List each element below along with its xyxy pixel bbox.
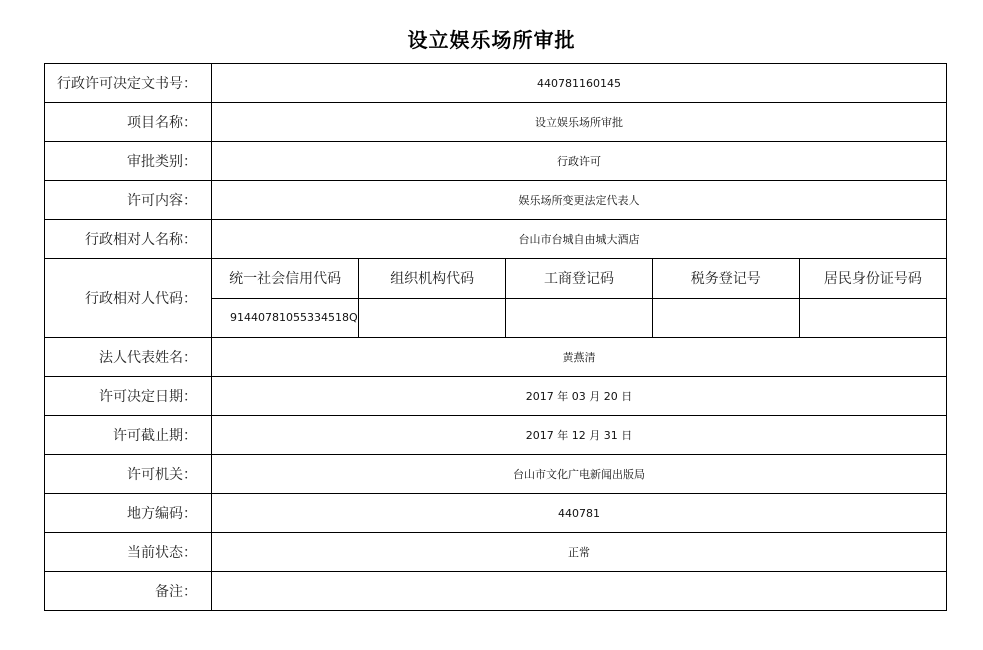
status-label: 当前状态：	[45, 533, 212, 572]
table-row	[45, 259, 947, 338]
page-title: 设立娱乐场所审批	[407, 28, 576, 52]
counterpart-name-value: 台山市台城自由城大酒店	[212, 220, 947, 259]
remarks-label: 备注：	[45, 572, 212, 611]
id-number-header: 居民身份证号码	[799, 259, 946, 298]
table-row	[45, 377, 947, 416]
id-number-value	[799, 298, 946, 337]
table-row	[45, 494, 947, 533]
approval-type-label: 审批类别：	[45, 142, 212, 181]
table-row	[45, 533, 947, 572]
region-code-value: 440781	[212, 494, 947, 533]
table-row	[45, 455, 947, 494]
decision-date-value: 2017 年 03 月 20 日	[212, 377, 947, 416]
permit-record-table	[44, 63, 947, 611]
table-row	[45, 338, 947, 377]
table-row	[45, 181, 947, 220]
project-name-label: 项目名称：	[45, 103, 212, 142]
table-row	[45, 103, 947, 142]
decision-no-value: 440781160145	[212, 64, 947, 103]
tax-reg-header: 税务登记号	[652, 259, 799, 298]
table-row	[45, 220, 947, 259]
authority-label: 许可机关：	[45, 455, 212, 494]
approval-type-value: 行政许可	[212, 142, 947, 181]
tax-reg-value	[652, 298, 799, 337]
business-reg-header: 工商登记码	[506, 259, 653, 298]
expiry-date-label: 许可截止期：	[45, 416, 212, 455]
project-name-value: 设立娱乐场所审批	[212, 103, 947, 142]
region-code-label: 地方编码：	[45, 494, 212, 533]
authority-value: 台山市文化广电新闻出版局	[212, 455, 947, 494]
credit-code-value: 91440781055334518Q	[212, 298, 359, 337]
counterpart-name-label: 行政相对人名称：	[45, 220, 212, 259]
decision-no-label: 行政许可决定文书号：	[45, 64, 212, 103]
table-row	[45, 572, 947, 611]
table-row	[45, 142, 947, 181]
credit-code-header: 统一社会信用代码	[212, 259, 359, 298]
expiry-date-value: 2017 年 12 月 31 日	[212, 416, 947, 455]
org-code-value	[359, 298, 506, 337]
org-code-header: 组织机构代码	[359, 259, 506, 298]
legal-rep-label: 法人代表姓名：	[45, 338, 212, 377]
remarks-value	[212, 572, 947, 611]
permit-content-label: 许可内容：	[45, 181, 212, 220]
table-row	[45, 416, 947, 455]
legal-rep-value: 黄燕清	[212, 338, 947, 377]
counterpart-code-cell	[212, 259, 947, 338]
counterpart-code-label: 行政相对人代码：	[45, 259, 212, 338]
business-reg-value	[506, 298, 653, 337]
code-header-row	[212, 259, 946, 298]
counterpart-code-table	[212, 259, 946, 337]
status-value: 正常	[212, 533, 947, 572]
permit-content-value: 娱乐场所变更法定代表人	[212, 181, 947, 220]
decision-date-label: 许可决定日期：	[45, 377, 212, 416]
code-value-row	[212, 298, 946, 337]
table-row	[45, 64, 947, 103]
